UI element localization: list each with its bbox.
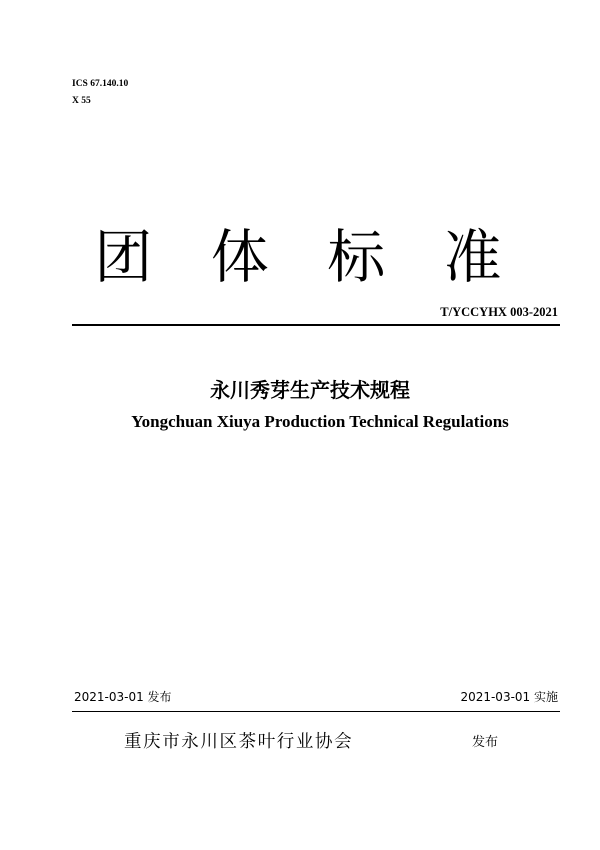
ccs-code: X 55 [72,96,91,106]
standard-number: T/YCCYHX 003-2021 [440,305,558,319]
issue-date: 2021-03-01 发布 [74,690,172,704]
ics-code: ICS 67.140.10 [72,79,129,89]
implementation-date: 2021-03-01 实施 [460,690,558,704]
title-chinese: 永川秀芽生产技术规程 [210,380,410,402]
footer-divider [72,711,560,712]
header-divider [72,324,560,326]
title-english: Yongchuan Xiuya Production Technical Regulations [131,412,509,431]
issuer-action: 发布 [472,735,499,750]
document-type-heading: 团 体 标 准 [94,223,522,291]
issuer-name: 重庆市永川区茶叶行业协会 [124,732,354,752]
